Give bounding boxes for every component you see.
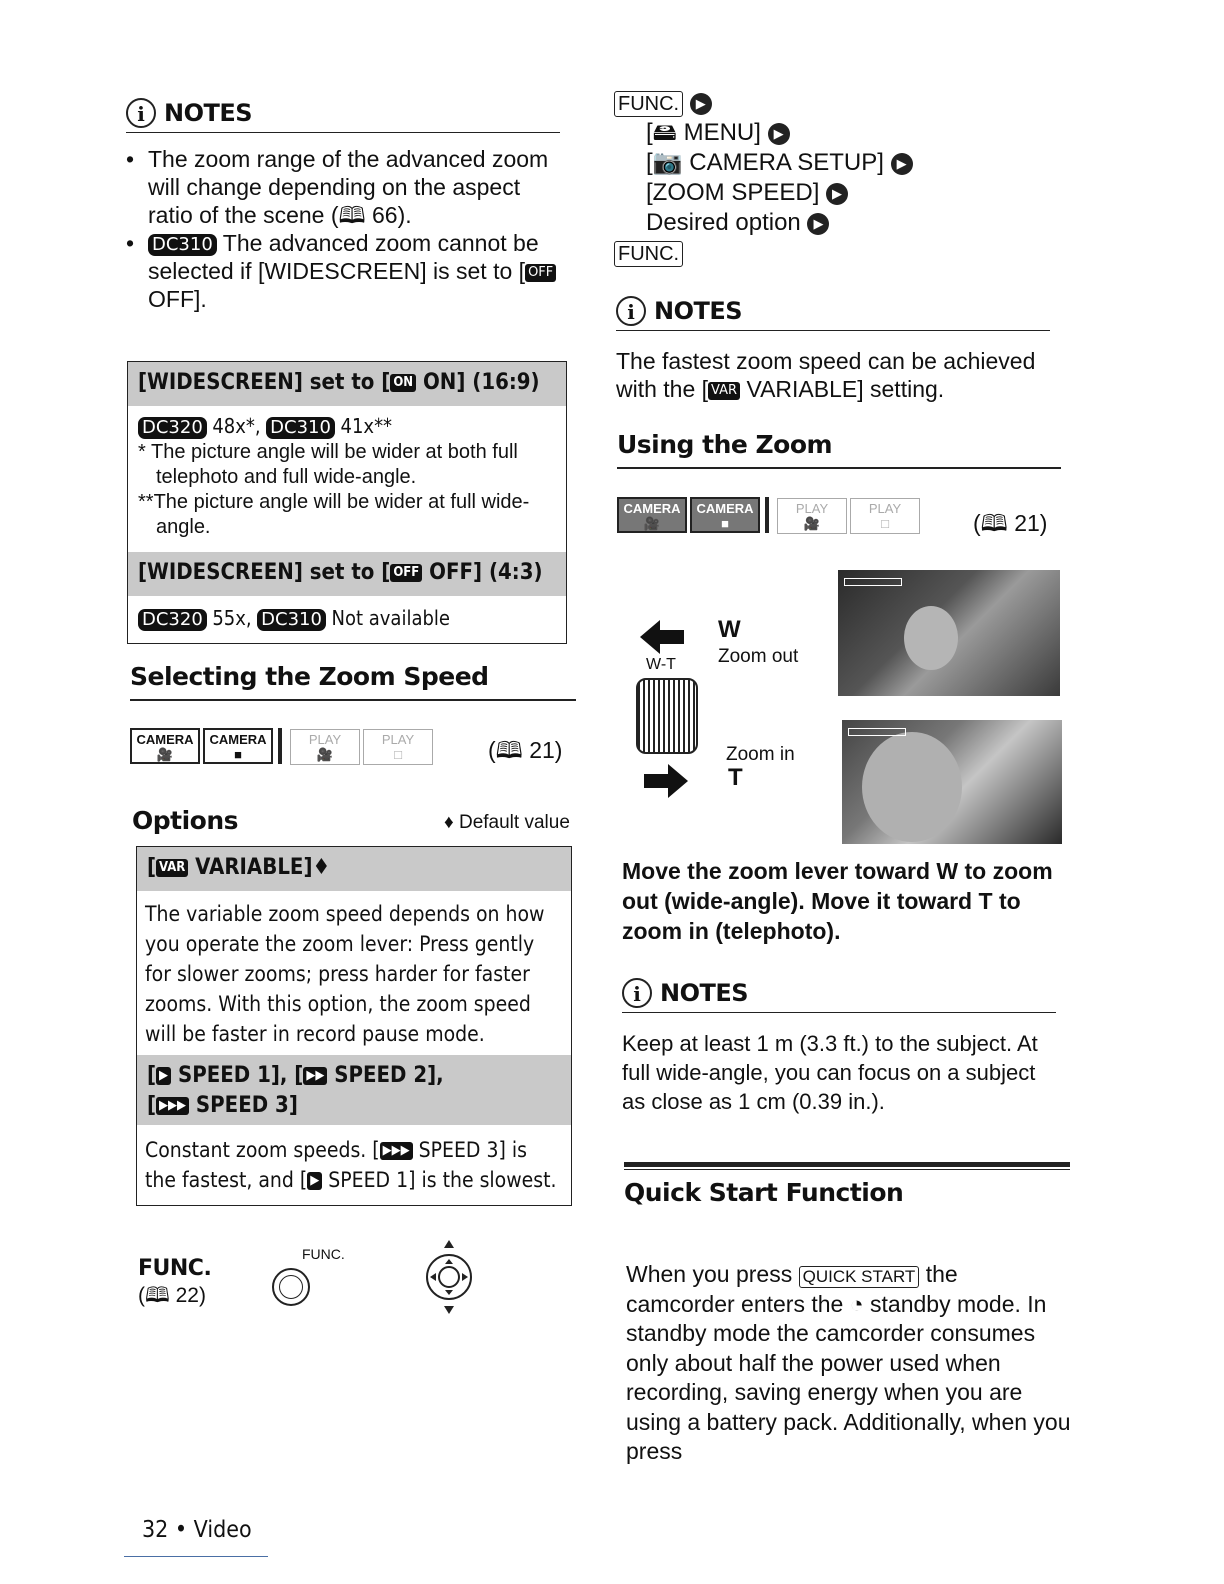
var-icon: VAR	[708, 382, 740, 400]
play-movie-mode: PLAY 🎥	[290, 729, 360, 765]
notes-heading: NOTES	[164, 99, 253, 127]
speed1-icon: ▶	[156, 1067, 171, 1085]
func-key: FUNC.	[614, 241, 683, 267]
arrow-right-icon: ▶	[690, 93, 712, 115]
play-photo-mode: PLAY □	[850, 498, 920, 534]
page-ref: (🕮 21)	[488, 737, 563, 763]
book-icon: 🕮	[145, 1284, 170, 1307]
section-title: Using the Zoom	[617, 430, 1061, 469]
page-footer: 32 • Video	[142, 1517, 252, 1543]
func-key: FUNC.	[614, 91, 683, 117]
camera-photo-mode: CAMERA ■	[203, 728, 273, 764]
zoom-range-table	[127, 361, 567, 644]
table-row-header: [WIDESCREEN] set to [ OFF OFF] (4:3)	[128, 552, 566, 596]
off-icon: OFF	[525, 264, 556, 282]
option-body: The variable zoom speed depends on how you operate the zoom lever: Press gently for slower zooms; press harder for faster zooms. With this option, the zoom speed will be faster in record pause mode.	[145, 902, 545, 1046]
option-header: [ ▶ SPEED 1], [ ▶▶ SPEED 2], [ ▶▶▶ SPEED 3]	[137, 1055, 571, 1125]
joystick-icon[interactable]	[424, 1240, 474, 1314]
arrow-right-icon: ▶	[768, 123, 790, 145]
var-icon: VAR	[156, 859, 188, 877]
table-row-header: [WIDESCREEN] set to [ ON ON] (16:9)	[128, 362, 566, 406]
func-button-label: FUNC.	[302, 1246, 345, 1262]
model-badge: DC310	[266, 417, 335, 439]
default-value-label: ♦ Default value	[444, 812, 570, 833]
mode-icons	[130, 728, 570, 765]
quick-start-key: QUICK START	[799, 1266, 920, 1288]
section-title: Selecting the Zoom Speed	[130, 662, 576, 701]
section-rule	[624, 1162, 1070, 1170]
footer-rule	[124, 1556, 268, 1557]
option-body: Constant zoom speeds. [ ▶▶▶ SPEED 3] is the fastest, and [ ▶ SPEED 1] is the slowest.	[145, 1138, 557, 1192]
w-label: W	[718, 616, 741, 643]
func-reference: FUNC. (🕮 22)	[138, 1256, 212, 1307]
note-bullet: • DC310 The advanced zoom cannot be selected if [WIDESCREEN] is set to [ OFF OFF].	[126, 229, 560, 313]
speed2-icon: ▶▶	[303, 1067, 327, 1085]
camera-setup-icon: 📷	[652, 149, 683, 176]
arrow-right-icon: ▶	[807, 213, 829, 235]
book-icon: 🕮	[980, 510, 1008, 536]
page-ref: (🕮 21)	[973, 510, 1048, 536]
func-button[interactable]	[272, 1268, 310, 1306]
arrow-right-icon	[644, 764, 688, 798]
model-badge: DC320	[138, 609, 207, 631]
option-header: [ VAR VARIABLE]♦	[137, 847, 571, 891]
menu-icon: 🖴	[652, 119, 677, 146]
arrow-right-icon: ▶	[826, 183, 848, 205]
table-row: DC320 55x, DC310 Not available	[138, 606, 450, 631]
zoom-instruction: Move the zoom lever toward W to zoom out (wide-angle). Move it toward T to zoom in (telephoto).	[622, 858, 1053, 944]
speed1-icon: ▶	[307, 1172, 322, 1190]
play-movie-mode: PLAY 🎥	[777, 498, 847, 534]
note-bullet: • The zoom range of the advanced zoom will change depending on the aspect ratio of the scene (🕮 66).	[126, 145, 560, 229]
zoom-lever-diagram	[636, 568, 1066, 844]
quick-start-text: When you press QUICK START the camcorder enters the ◔ standby mode. In standby mode the camcorder consumes only about half the power used when recording, saving energy when you are using a battery pack. Additionally, when you press	[626, 1261, 1071, 1464]
info-icon: i	[616, 296, 646, 326]
notes-section-3: i NOTES Keep at least 1 m (3.3 ft.) to the subject. At full wide-angle, you can focus on a subject as close as 1 cm (0.39 in.).	[622, 978, 1056, 1116]
off-icon: OFF	[390, 564, 422, 582]
model-badge: DC310	[257, 609, 326, 631]
notes-section-2: i NOTES The fastest zoom speed can be achieved with the [ VAR VARIABLE] setting.	[616, 296, 1050, 403]
camera-movie-mode: CAMERA 🎥	[130, 728, 200, 764]
options-label: Options	[132, 806, 239, 835]
camera-movie-mode: CAMERA 🎥	[617, 497, 687, 533]
note-text: Keep at least 1 m (3.3 ft.) to the subject. At full wide-angle, you can focus on a subject as close as 1 cm (0.39 in.).	[622, 1031, 1038, 1114]
book-icon: 🕮	[495, 737, 523, 763]
quick-start-title: Quick Start Function	[624, 1178, 904, 1207]
zoom-in-photo	[842, 720, 1062, 844]
standby-icon: ◔	[849, 1290, 864, 1317]
zoom-out-label: Zoom out	[718, 646, 799, 667]
info-icon: i	[126, 98, 156, 128]
book-icon: 🕮	[338, 202, 366, 228]
mode-icons	[617, 497, 1057, 534]
options-table	[136, 846, 572, 1206]
info-icon: i	[622, 978, 652, 1008]
menu-steps: FUNC. ▶ [🖴 MENU] ▶ [📷 CAMERA SETUP] ▶ [ZOOM SPEED] ▶ Desired option ▶ FUNC.	[614, 88, 913, 268]
play-photo-mode: PLAY □	[363, 729, 433, 765]
note-text: The fastest zoom speed can be achieved with the [ VAR VARIABLE] setting.	[616, 348, 1036, 402]
speed3-icon: ▶▶▶	[156, 1097, 189, 1115]
model-badge: DC320	[138, 417, 207, 439]
zoom-in-label: Zoom in	[726, 744, 795, 765]
zoom-out-photo	[838, 570, 1060, 696]
on-icon: ON	[390, 374, 416, 392]
arrow-right-icon: ▶	[891, 153, 913, 175]
table-row: DC320 48x*, DC310 41x** * The picture angle will be wider at both full telephoto and full wide-angle. **The picture angle will be wider at full wide-angle.	[138, 414, 530, 538]
notes-section-1	[126, 98, 560, 313]
model-badge: DC310	[148, 234, 217, 256]
t-label: T	[728, 764, 743, 791]
arrow-left-icon	[640, 620, 684, 654]
zoom-lever	[636, 678, 698, 754]
camera-photo-mode: CAMERA ■	[690, 497, 760, 533]
wt-label: W-T	[646, 656, 676, 673]
speed3-icon: ▶▶▶	[380, 1142, 413, 1160]
